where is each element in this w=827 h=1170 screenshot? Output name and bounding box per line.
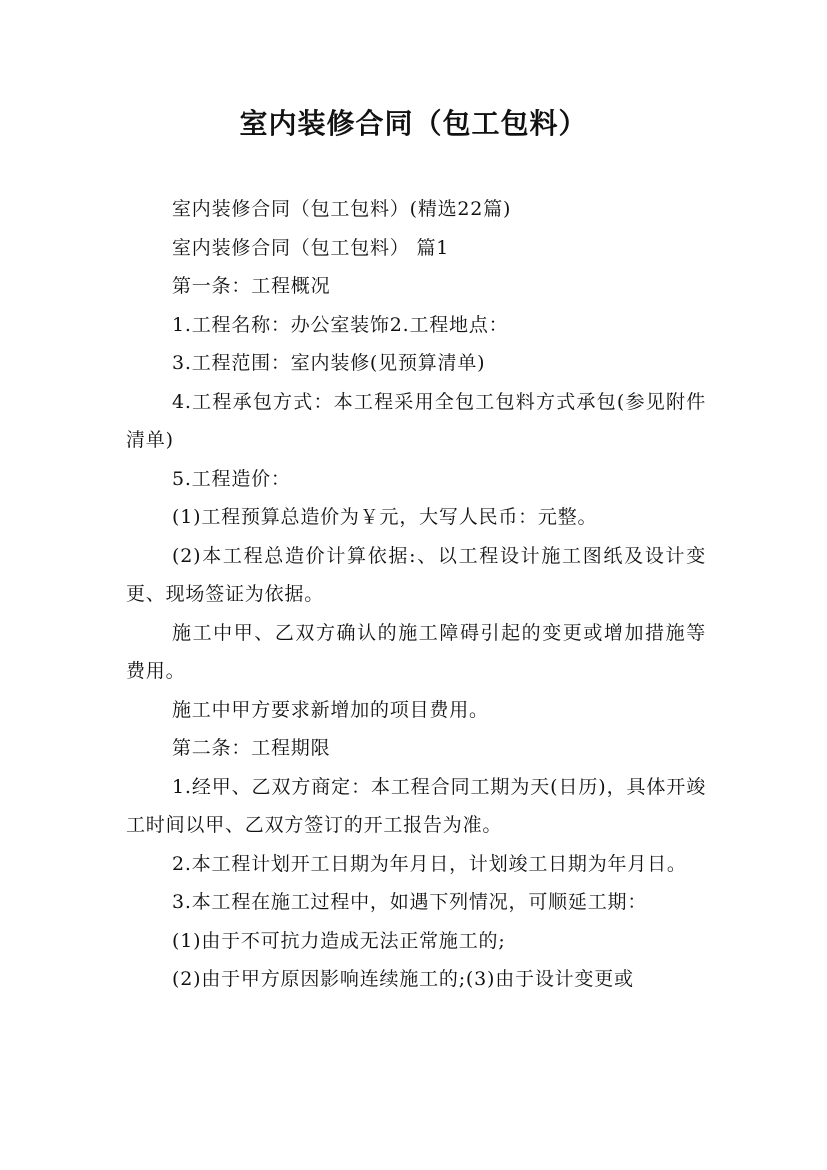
paragraph: 1.经甲、乙双方商定：本工程合同工期为天(日历)，具体开竣工时间以甲、乙双方签订的开工报告为准。 xyxy=(126,775,706,836)
section-heading: 第一条：工程概况 xyxy=(172,275,331,297)
paragraph: 2.本工程计划开工日期为年月日，计划竣工日期为年月日。 xyxy=(172,852,687,875)
section-heading: 第二条：工程期限 xyxy=(172,737,331,759)
paragraph: (2)本工程总造价计算依据:、以工程设计施工图纸及设计变更、现场签证为依据。 xyxy=(126,544,706,605)
paragraph: (1)工程预算总造价为￥元，大写人民币：元整。 xyxy=(172,506,598,528)
paragraph: 3.本工程在施工过程中，如遇下列情况，可顺延工期： xyxy=(172,891,648,913)
paragraph: 施工中甲、乙双方确认的施工障碍引起的变更或增加措施等费用。 xyxy=(126,621,706,682)
paragraph: 3.工程范围：室内装修(见预算清单) xyxy=(172,352,486,374)
paragraph: (2)由于甲方原因影响连续施工的;(3)由于设计变更或 xyxy=(172,968,634,990)
document-title: 室内装修合同（包工包料） xyxy=(239,107,588,140)
paragraph: 室内装修合同（包工包料）(精选22篇) xyxy=(172,198,512,220)
paragraph: 室内装修合同（包工包料） 篇1 xyxy=(172,236,450,259)
paragraph: (1)由于不可抗力造成无法正常施工的; xyxy=(172,929,506,952)
paragraph: 1.工程名称：办公室装饰2.工程地点： xyxy=(172,313,509,336)
paragraph: 5.工程造价： xyxy=(172,467,291,490)
paragraph: 施工中甲方要求新增加的项目费用。 xyxy=(172,698,489,721)
document-body xyxy=(126,190,706,999)
paragraph: 4.工程承包方式：本工程采用全包工包料方式承包(参见附件清单) xyxy=(126,390,706,451)
